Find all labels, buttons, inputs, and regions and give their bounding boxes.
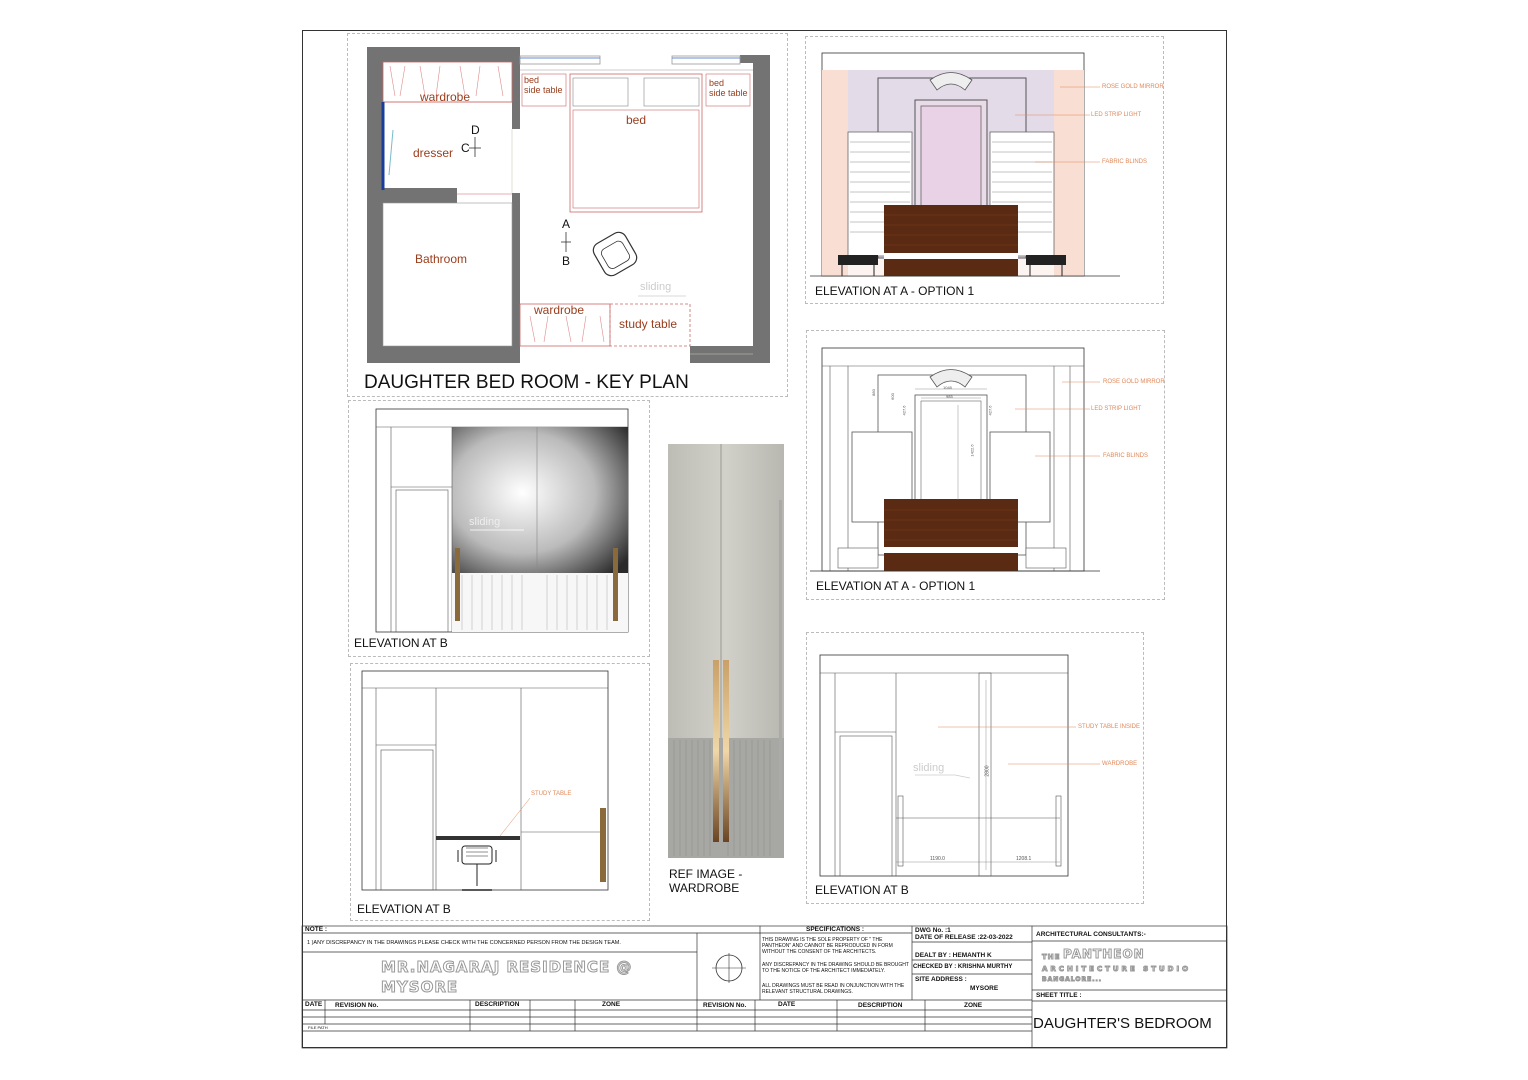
elevation-a1-label-blinds: FABRIC BLINDS <box>1102 159 1148 165</box>
firm-the: THE <box>1042 953 1061 961</box>
elevation-a2-label-led: LED STRIP LIGHT <box>1091 406 1142 412</box>
sliding-label: sliding <box>640 281 672 293</box>
marker-b: B <box>562 254 571 268</box>
room-label-study-table: study table <box>619 317 678 331</box>
elevation-b1-sliding: sliding <box>469 516 501 528</box>
rev-col-description-right: DESCRIPTION <box>858 1002 903 1009</box>
elevation-a2-dim-5: 427.6 <box>901 405 907 416</box>
ref-image-title-2: WARDROBE <box>669 881 740 895</box>
room-label-bed-side-left-1: bed <box>524 75 540 85</box>
site-address-label: SITE ADDRESS : <box>915 976 967 983</box>
elevation-b2-label-study-table: STUDY TABLE <box>531 791 572 797</box>
marker-c: C <box>461 141 470 155</box>
rev-col-description-left: DESCRIPTION <box>475 1001 520 1008</box>
elevation-a1-label-led: LED STRIP LIGHT <box>1091 112 1142 118</box>
specification-2: ANY DISCREPANCY IN THE DRAWING SHOULD BE BROUGHT TO THE NOTICE OF THE ARCHITECT IMMEDIATELY. <box>762 962 909 974</box>
marker-d: D <box>471 123 480 137</box>
elevation-a2-dim-7: 1422.6 <box>969 444 975 457</box>
specification-1: THIS DRAWING IS THE SOLE PROPERTY OF " THE PANTHEON" AND CANNOT BE REPRODUCED IN FORM WITHOUT THE CONSENT OF THE ARCHITECTS. <box>762 937 893 955</box>
key-plan-title: DAUGHTER BED ROOM - KEY PLAN <box>364 372 689 393</box>
elevation-b3-dim-left: 1190.0 <box>930 856 945 862</box>
room-label-bed-side-left-2: side table <box>524 85 563 95</box>
elevation-b3-title: ELEVATION AT B <box>815 883 909 897</box>
file-path: FILE PATH <box>308 1025 328 1030</box>
elevation-b3-dim-right: 1208.1 <box>1016 856 1032 862</box>
elevation-b3-sliding: sliding <box>913 762 945 774</box>
elevation-a2-label-mirror: ROSE GOLD MIRROR <box>1103 379 1165 385</box>
room-label-bed: bed <box>626 113 647 127</box>
elevation-b1-title: ELEVATION AT B <box>354 636 448 650</box>
elevation-a2-dim-2: 985 <box>946 394 953 399</box>
elevation-a2-title: ELEVATION AT A - OPTION 1 <box>816 579 976 593</box>
checked-by: CHECKED BY : KRISHNA MURTHY <box>913 964 1013 970</box>
dealt-by: DEALT BY : HEMANTH K <box>915 952 992 959</box>
room-label-bed-side-right-1: bed <box>709 78 725 88</box>
marker-a: A <box>562 217 571 231</box>
rev-col-revision-right: REVISION No. <box>703 1002 747 1009</box>
rev-col-date-left: DATE <box>305 1001 323 1008</box>
elevation-a2-dim-3: 880 <box>870 389 876 396</box>
consultants-label: ARCHITECTURAL CONSULTANTS:- <box>1036 931 1146 938</box>
note-text: 1 )ANY DISCREPANCY IN THE DRAWINGS PLEASE CHECK WITH THE CONCERNED PERSON FROM THE DESIGN TEAM. <box>307 940 621 946</box>
rev-col-zone-left: ZONE <box>602 1001 621 1008</box>
specifications-label: SPECIFICATIONS : <box>806 926 865 933</box>
sheet-title: DAUGHTER'S BEDROOM <box>1033 1015 1212 1032</box>
firm-subtitle: ARCHITECTURE STUDIO <box>1042 965 1192 973</box>
elevation-a2-dim-1: 1045 <box>943 385 952 390</box>
room-label-bed-side-right-2: side table <box>709 88 748 98</box>
elevation-a1-label-mirror: ROSE GOLD MIRROR <box>1102 84 1164 90</box>
rev-col-revision-left: REVISION No. <box>335 1002 379 1009</box>
room-label-bathroom: Bathroom <box>415 252 468 266</box>
rev-col-zone-right: ZONE <box>964 1002 983 1009</box>
date-of-release: DATE OF RELEASE :22-03-2022 <box>915 934 1013 941</box>
note-label: NOTE : <box>305 926 328 933</box>
elevation-b3-label-wardrobe: WARDROBE <box>1102 761 1138 767</box>
room-label-wardrobe-top: wardrobe <box>420 90 471 104</box>
elevation-a2-dim-4: 600 <box>889 393 895 400</box>
elevation-a1-title: ELEVATION AT A - OPTION 1 <box>815 284 975 298</box>
drawing-number: DWG No. :1 <box>915 927 951 934</box>
firm-name: PANTHEON <box>1063 947 1145 961</box>
elevation-b2-title: ELEVATION AT B <box>357 902 451 916</box>
elevation-b3-label-study-table-inside: STUDY TABLE INSIDE <box>1078 724 1141 730</box>
rev-col-date-right: DATE <box>778 1001 796 1008</box>
specification-3: ALL DRAWINGS MUST BE READ IN ONJUNCTION WITH THE RELEVANT STRUCTURAL DRAWINGS. <box>762 983 905 995</box>
sheet-title-label: SHEET TITLE : <box>1036 992 1082 999</box>
ref-image-title-1: REF IMAGE - <box>669 867 743 881</box>
elevation-a2-label-blinds: FABRIC BLINDS <box>1103 453 1149 459</box>
project-name-line-1: MR.NAGARAJ RESIDENCE @ <box>381 958 633 976</box>
project-name-line-2: MYSORE <box>381 978 459 996</box>
firm-city: BANGALORE... <box>1042 976 1103 983</box>
elevation-b3-dim-height: 2800 <box>984 765 991 777</box>
elevation-a2-dim-6: 427.6 <box>987 405 993 416</box>
site-address: MYSORE <box>970 985 999 992</box>
room-label-wardrobe-bottom: wardrobe <box>534 303 585 317</box>
room-label-dresser: dresser <box>413 146 454 160</box>
